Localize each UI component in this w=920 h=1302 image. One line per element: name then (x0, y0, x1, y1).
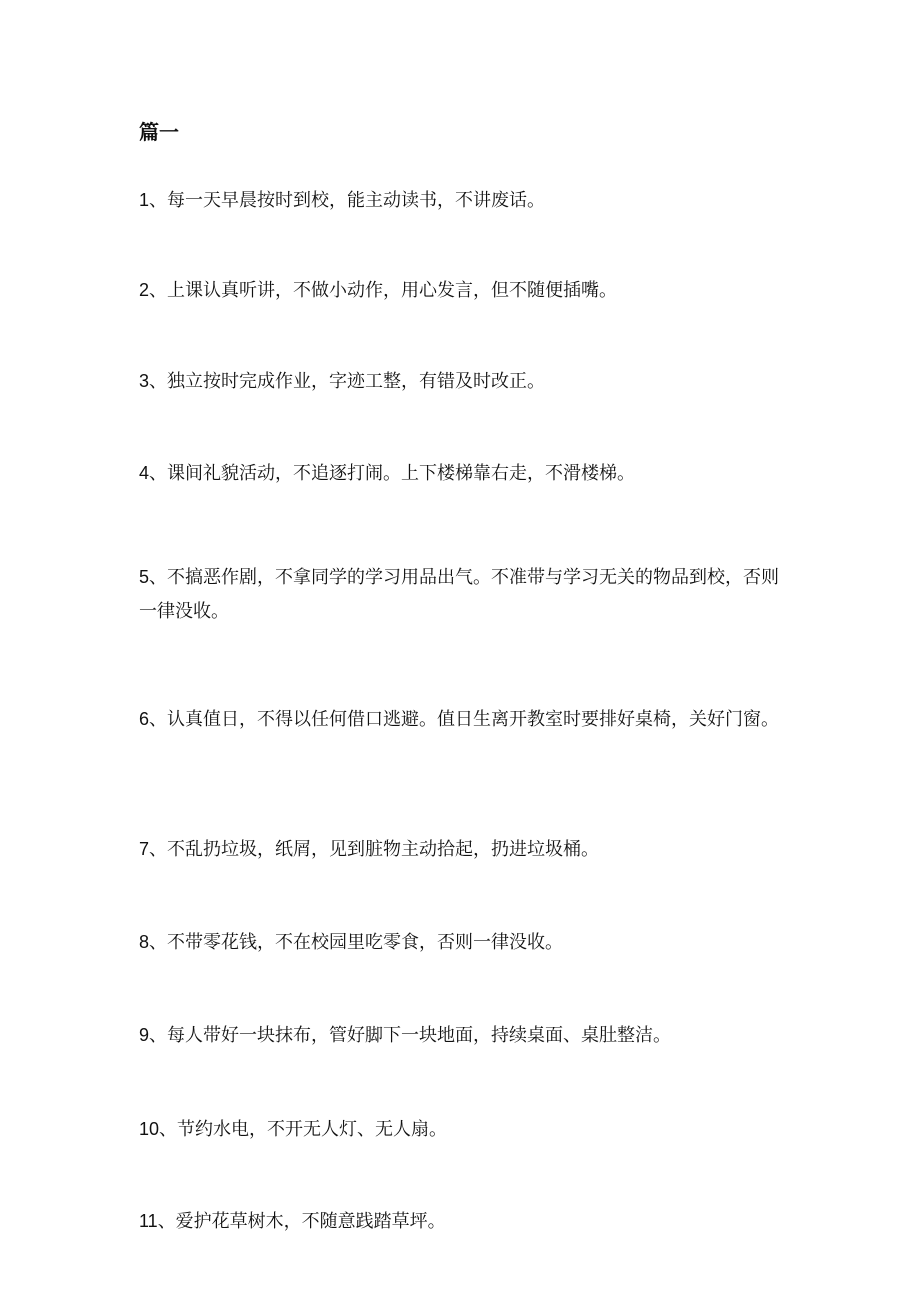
rule-text: 、不搞恶作剧，不拿同学的学习用品出气。不准带与学习无关的物品到校，否则一律没收。 (139, 567, 780, 622)
document-heading: 篇一 (139, 120, 179, 144)
rule-item-3 (139, 364, 789, 399)
rule-item-10 (139, 1112, 789, 1147)
rule-number: 3 (139, 371, 150, 391)
rule-number: 11 (139, 1211, 158, 1231)
rule-number: 4 (139, 463, 150, 483)
rule-item-5 (139, 560, 789, 629)
rule-number: 10 (139, 1119, 160, 1139)
rule-number: 2 (139, 280, 150, 300)
rule-item-9 (139, 1018, 789, 1053)
rule-item-2 (139, 273, 789, 308)
rule-text: 、每人带好一块抹布，管好脚下一块地面，持续桌面、桌肚整洁。 (149, 1025, 672, 1046)
rule-item-7 (139, 832, 789, 867)
rule-text: 、认真值日，不得以任何借口逃避。值日生离开教室时要排好桌椅，关好门窗。 (149, 709, 780, 730)
rule-text: 、每一天早晨按时到校，能主动读书，不讲废话。 (149, 190, 546, 211)
rule-text: 、不带零花钱，不在校园里吃零食，否则一律没收。 (149, 932, 564, 953)
rule-number: 8 (139, 932, 150, 952)
rule-number: 7 (139, 839, 150, 859)
rule-number: 6 (139, 709, 150, 729)
rule-number: 9 (139, 1025, 150, 1045)
rule-item-11 (139, 1204, 789, 1239)
rule-text: 、节约水电，不开无人灯、无人扇。 (159, 1119, 448, 1140)
rule-item-1 (139, 183, 789, 218)
rule-number: 1 (139, 190, 150, 210)
rule-item-4 (139, 456, 789, 491)
rule-number: 5 (139, 567, 150, 587)
rule-text: 、不乱扔垃圾，纸屑，见到脏物主动拾起，扔进垃圾桶。 (149, 839, 600, 860)
rule-text: 、上课认真听讲，不做小动作，用心发言，但不随便插嘴。 (149, 280, 618, 301)
rule-text: 、课间礼貌活动，不追逐打闹。上下楼梯靠右走，不滑楼梯。 (149, 463, 636, 484)
rule-item-6 (139, 702, 789, 737)
rule-item-8 (139, 925, 789, 960)
rule-text: 、独立按时完成作业，字迹工整，有错及时改正。 (149, 371, 546, 392)
rule-text: 、爱护花草树木，不随意践踏草坪。 (157, 1211, 446, 1232)
